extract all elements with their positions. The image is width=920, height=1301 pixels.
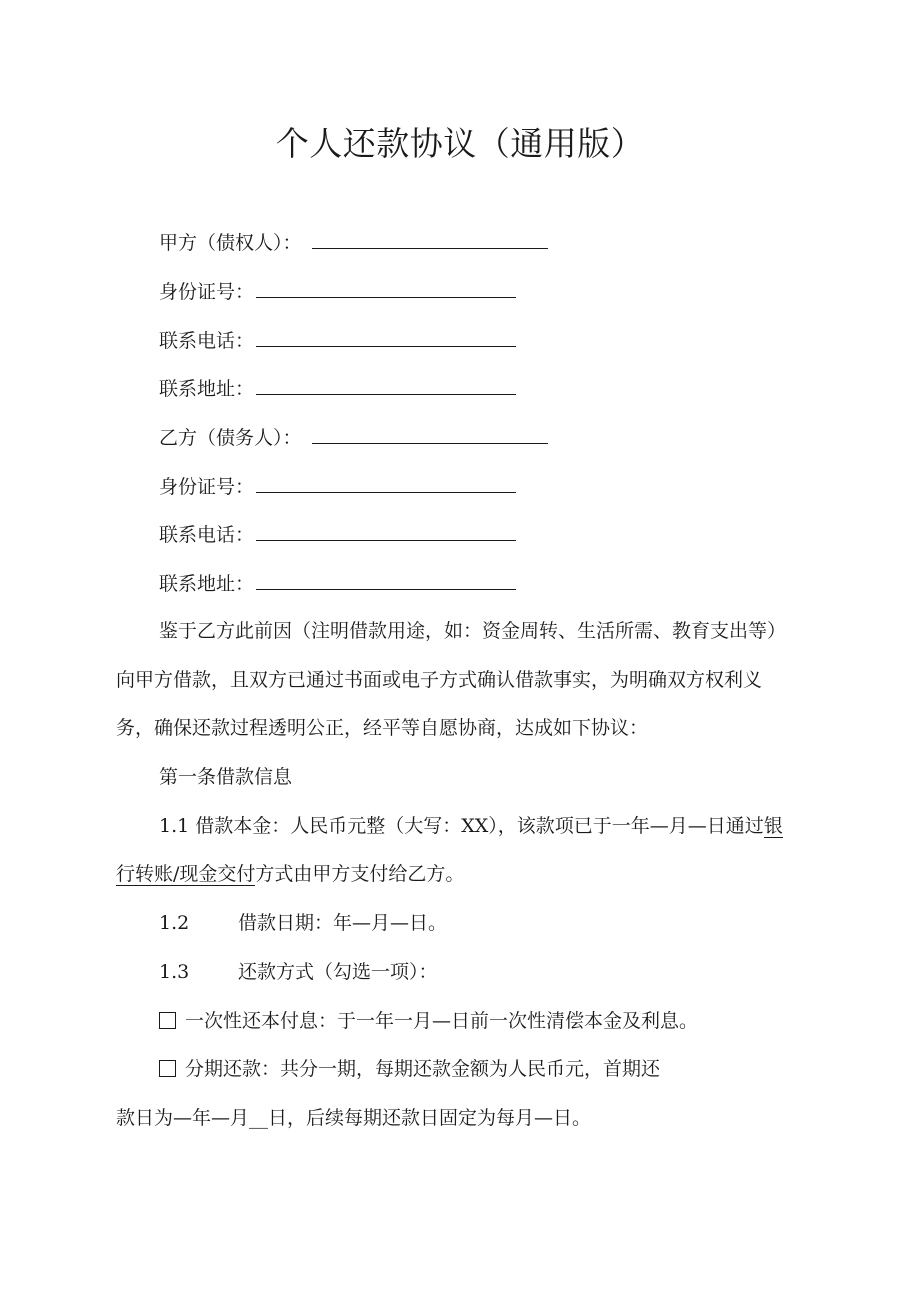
preamble-line-1: 鉴于乙方此前因（注明借款用途，如：资金周转、生活所需、教育支出等） [159, 620, 787, 642]
item-1-3-number: 1.3 [159, 961, 190, 983]
party-a-address-field [159, 374, 516, 403]
party-b-id-field [159, 472, 516, 501]
party-b-id-label: 身份证号： [159, 476, 255, 498]
option-installment-text: 分期还款：共分一期，每期还款金额为人民币元，首期还 [185, 1058, 661, 1080]
item-1-1-underlined-start: 银 [763, 815, 783, 837]
article-1-heading: 第一条借款信息 [159, 766, 293, 788]
party-a-phone-blank [256, 326, 516, 347]
item-1-1-text: 1.1 借款本金：人民币元整（大写：XX），该款项已于一年—月—日通过 [159, 815, 764, 837]
item-1-2-number: 1.2 [159, 912, 190, 934]
party-a-label: 甲方（债权人）： [159, 232, 302, 254]
option-lump-sum-text: 一次性还本付息：于一年一月—日前一次性清偿本金及利息。 [185, 1010, 699, 1032]
option-lump-sum [159, 1007, 698, 1035]
party-a-id-field [159, 277, 516, 306]
party-b-label: 乙方（债务人）： [159, 427, 302, 449]
party-a-address-blank [256, 374, 516, 395]
item-1-1-underlined-method: 行转账/现金交付 [116, 863, 256, 885]
party-b-phone-field [159, 520, 516, 549]
party-a-field [159, 228, 548, 257]
party-b-address-field [159, 569, 516, 598]
item-1-3-text: 还款方式（勾选一项）： [238, 961, 438, 983]
party-a-blank [312, 228, 548, 249]
item-1-1 [159, 812, 783, 840]
party-a-id-blank [256, 277, 516, 298]
item-1-2 [159, 909, 447, 937]
preamble-line-2: 向甲方借款，且双方已通过书面或电子方式确认借款事实，为明确双方权利义 [116, 669, 763, 691]
party-b-phone-label: 联系电话： [159, 524, 255, 546]
item-1-1-text-end: 方式由甲方支付给乙方。 [255, 863, 465, 885]
item-1-3 [159, 958, 438, 986]
party-a-phone-label: 联系电话： [159, 330, 255, 352]
item-1-1-continued [116, 860, 464, 888]
party-a-id-label: 身份证号： [159, 281, 255, 303]
option-installment [159, 1055, 660, 1083]
checkbox-lump-sum[interactable] [159, 1012, 176, 1029]
party-b-address-blank [256, 569, 516, 590]
party-b-address-label: 联系地址： [159, 573, 255, 595]
item-1-2-text: 借款日期：年—月—日。 [238, 912, 448, 934]
party-b-id-blank [256, 472, 516, 493]
party-a-address-label: 联系地址： [159, 378, 255, 400]
party-a-phone-field [159, 326, 516, 355]
document-title: 个人还款协议（通用版） [275, 124, 645, 163]
party-b-blank [312, 423, 548, 444]
checkbox-installment[interactable] [159, 1060, 176, 1077]
preamble-line-3: 务，确保还款过程透明公正，经平等自愿协商，达成如下协议： [116, 717, 649, 739]
party-b-field [159, 423, 548, 452]
party-b-phone-blank [256, 520, 516, 541]
option-installment-continued: 款日为—年—月__日，后续每期还款日固定为每月—日。 [116, 1107, 592, 1129]
